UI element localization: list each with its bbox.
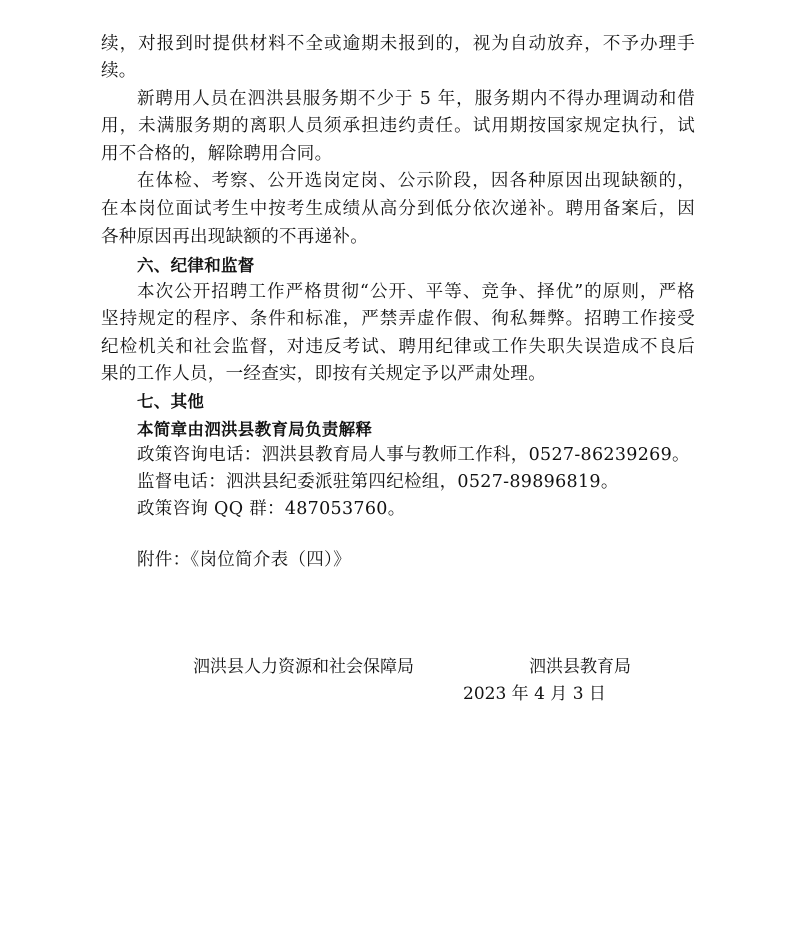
issuer-education-bureau: 泗洪县教育局 (529, 657, 631, 677)
heading-discipline: 六、纪律和监督 (137, 256, 255, 275)
paragraph-discipline-line-4: 果的工作人员，一经查实，即按有关规定予以严肃处理。 (101, 364, 546, 384)
interpretation-statement: 本简章由泗洪县教育局负责解释 (137, 420, 373, 439)
qq-group: 政策咨询 QQ 群：487053760。 (137, 499, 406, 519)
paragraph-vacancy-line-2: 在本岗位面试考生中按考生成绩从高分到低分依次递补。聘用备案后，因 (101, 199, 695, 219)
paragraph-discipline-line-3: 纪检机关和社会监督，对违反考试、聘用纪律或工作失职失误造成不良后 (101, 337, 695, 357)
heading-other: 七、其他 (137, 392, 205, 411)
policy-phone: 政策咨询电话：泗洪县教育局人事与教师工作科，0527-86239269。 (137, 445, 690, 465)
issue-date: 2023 年 4 月 3 日 (463, 684, 606, 704)
issuer-hrss-bureau: 泗洪县人力资源和社会保障局 (193, 657, 414, 677)
paragraph-service-line-3: 用不合格的，解除聘用合同。 (101, 144, 333, 164)
paragraph-service-line-1: 新聘用人员在泗洪县服务期不少于 5 年，服务期内不得办理调动和借 (137, 89, 695, 109)
paragraph-discipline-line-1: 本次公开招聘工作严格贯彻“公开、平等、竞争、择优”的原则，严格 (137, 282, 695, 302)
paragraph-service-line-2: 用，未满服务期的离职人员须承担违约责任。试用期按国家规定执行，试 (101, 116, 695, 136)
paragraph-discipline-line-2: 坚持规定的程序、条件和标准，严禁弄虚作假、徇私舞弊。招聘工作接受 (101, 309, 695, 329)
paragraph-vacancy-line-3: 各种原因再出现缺额的不再递补。 (101, 227, 368, 247)
attachment-note: 附件：《岗位简介表（四）》 (137, 550, 351, 570)
paragraph-continuation-line-2: 续。 (101, 61, 137, 81)
supervision-phone: 监督电话：泗洪县纪委派驻第四纪检组，0527-89896819。 (137, 472, 619, 492)
paragraph-vacancy-line-1: 在体检、考察、公开选岗定岗、公示阶段，因各种原因出现缺额的， (137, 171, 695, 191)
paragraph-continuation-line-1: 续，对报到时提供材料不全或逾期未报到的，视为自动放弃，不予办理手 (101, 34, 695, 54)
